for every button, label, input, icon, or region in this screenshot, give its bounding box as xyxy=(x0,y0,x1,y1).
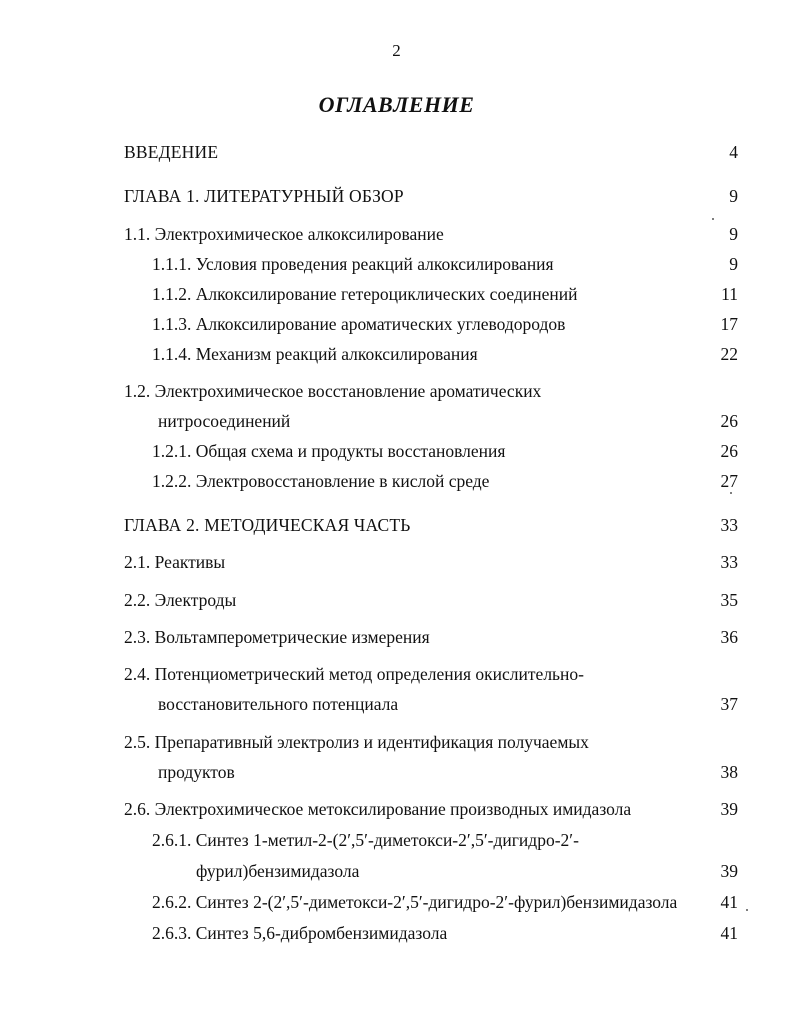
toc-entry-label: 1.1.2. Алкоксилирование гетероциклических соединений xyxy=(152,284,578,304)
toc-entry-page: 26 xyxy=(720,411,738,431)
toc-entry-label: 2.3. Вольтамперометрические измерения xyxy=(124,627,430,647)
toc-entry-page: 17 xyxy=(720,314,738,334)
scan-speck xyxy=(746,909,748,911)
toc-entry-label: 2.1. Реактивы xyxy=(124,552,226,572)
toc-entry-label: 1.1. Электрохимическое алкоксилирование xyxy=(124,224,444,244)
toc-entry-label: 1.1.4. Механизм реакций алкоксилирования xyxy=(152,344,478,364)
toc-entry-page: 4 xyxy=(729,142,738,162)
toc-entry-page: 33 xyxy=(720,552,738,572)
toc-entry-label: 1.1.3. Алкоксилирование ароматических углеводородов xyxy=(152,314,566,334)
toc-entry-label: 2.6.3. Синтез 5,6-дибромбензимидазола xyxy=(152,923,448,943)
toc-entry-page: 33 xyxy=(720,515,738,535)
page-number: 2 xyxy=(392,41,401,60)
toc-entry-page: 36 xyxy=(720,627,738,647)
toc-entry-page: 26 xyxy=(720,441,738,461)
toc-entry-page: 41 xyxy=(720,892,738,912)
toc-entry-page: 35 xyxy=(720,590,738,610)
toc-entry-page: 41 xyxy=(720,923,738,943)
toc-entry-label: 1.2. Электрохимическое восстановление ароматических xyxy=(124,381,542,401)
toc-entry-label: 2.4. Потенциометрический метод определения окислительно- xyxy=(124,664,584,684)
toc-entry-label: фурил)бензимидазола xyxy=(196,861,360,881)
toc-entry-page: 9 xyxy=(729,224,738,244)
toc-entry-label: 2.6.1. Синтез 1-метил-2-(2′,5′-диметокси-2′,5′-дигидро-2′- xyxy=(152,830,579,850)
scan-speck xyxy=(730,492,732,494)
toc-entry-label: 1.2.2. Электровосстановление в кислой среде xyxy=(152,471,490,491)
toc-entry-page: 39 xyxy=(720,861,738,881)
toc-entry-page: 11 xyxy=(721,284,738,304)
toc-entry-page: 38 xyxy=(720,762,738,782)
toc-entry-page: 27 xyxy=(720,471,738,491)
toc-entry-page: 9 xyxy=(729,186,738,206)
scan-speck xyxy=(712,218,714,220)
page-title: ОГЛАВЛЕНИЕ xyxy=(318,92,475,117)
toc-entry-label: 1.2.1. Общая схема и продукты восстановления xyxy=(152,441,506,461)
toc-entry-label: 2.2. Электроды xyxy=(124,590,237,610)
toc-entry-label: нитросоединений xyxy=(158,411,291,431)
toc-entry-label: восстановительного потенциала xyxy=(158,694,399,714)
toc-entry-page: 39 xyxy=(720,799,738,819)
toc-entry-page: 37 xyxy=(720,694,738,714)
toc-entry-page: 22 xyxy=(720,344,738,364)
toc-entry-label: 2.6.2. Синтез 2-(2′,5′-диметокси-2′,5′-дигидро-2′-фурил)бензимидазола xyxy=(152,892,678,912)
toc-entry-page: 9 xyxy=(729,254,738,274)
toc-entry-label: 2.5. Препаративный электролиз и идентификация получаемых xyxy=(124,732,589,752)
toc-entry-label: 1.1.1. Условия проведения реакций алкоксилирования xyxy=(152,254,554,274)
toc-entry-label: ГЛАВА 2. МЕТОДИЧЕСКАЯ ЧАСТЬ xyxy=(124,515,411,535)
toc-entry-label: 2.6. Электрохимическое метоксилирование производных имидазола xyxy=(124,799,632,819)
toc-entry-label: ГЛАВА 1. ЛИТЕРАТУРНЫЙ ОБЗОР xyxy=(124,186,404,206)
toc-entry-label: продуктов xyxy=(158,762,235,782)
toc-entry-label: ВВЕДЕНИЕ xyxy=(124,142,219,162)
